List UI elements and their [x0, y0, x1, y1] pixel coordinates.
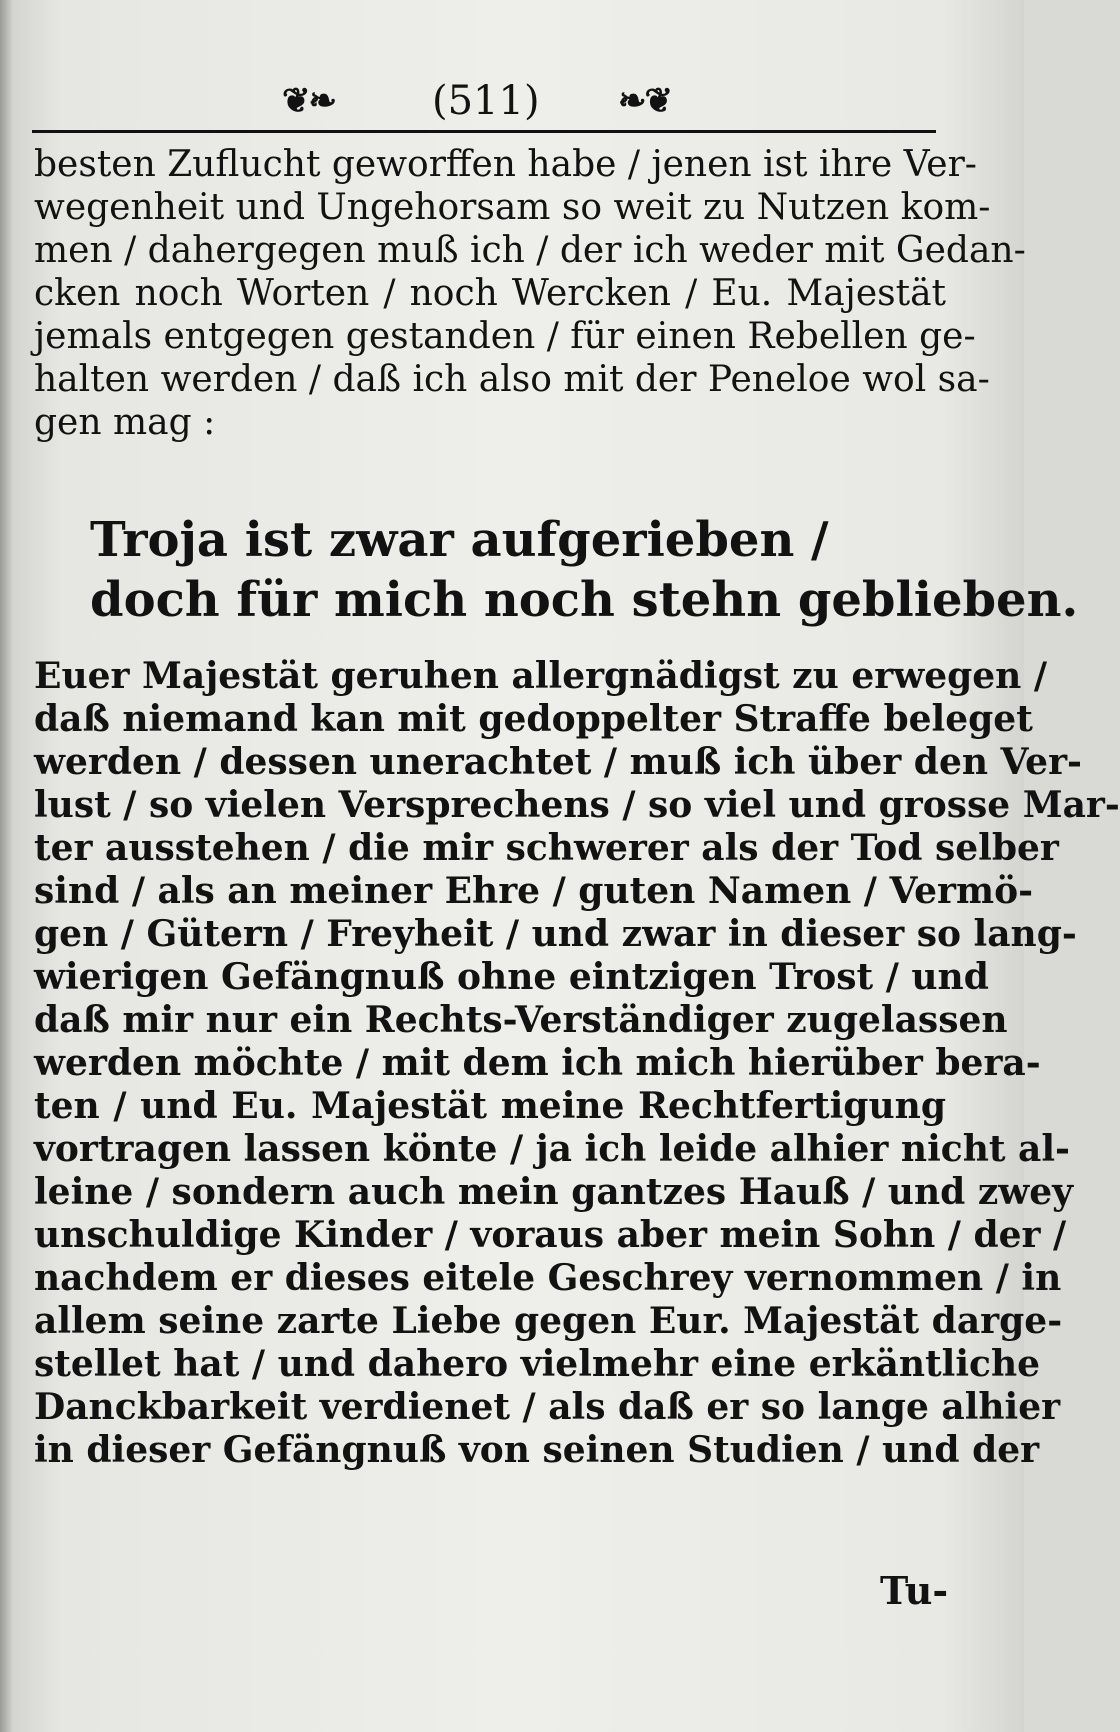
text-line: sind / als an meiner Ehre / guten Namen / Vermö- [34, 870, 1034, 912]
paragraph-2 [34, 655, 1120, 1472]
text-line: gen / Gütern / Freyheit / und zwar in dieser so lang- [34, 913, 1077, 955]
text-line: wierigen Gefängnuß ohne eintzigen Trost / und [34, 956, 989, 998]
text-line: ten / und Eu. Majestät meine Rechtfertigung [34, 1085, 946, 1127]
text-line: nachdem er dieses eitele Geschrey vernommen / in [34, 1257, 1062, 1299]
text-line: werden / dessen unerachtet / muß ich über den Ver- [34, 741, 1082, 783]
verse-line: Troja ist zwar aufgerieben / [90, 512, 829, 568]
text-line: gen mag : [34, 402, 216, 443]
text-line: ter ausstehen / die mir schwerer als der Tod selber [34, 827, 1059, 869]
header-rule [32, 130, 936, 133]
paragraph-1 [34, 143, 1026, 444]
text-line: jemals entgegen gestanden / für einen Rebellen ge- [34, 316, 976, 357]
text-line: Danckbarkeit verdienet / als daß er so lange alhier [34, 1386, 1061, 1428]
text-line: unschuldige Kinder / voraus aber mein Sohn / der / [34, 1214, 1067, 1256]
text-line: allem seine zarte Liebe gegen Eur. Majestät darge- [34, 1300, 1063, 1342]
right-ornament-icon: ❧❦ [618, 81, 671, 121]
text-line: daß mir nur ein Rechts-Verständiger zugelassen [34, 999, 1008, 1041]
catchword: Tu- [880, 1568, 949, 1613]
text-line: vortragen lassen könte / ja ich leide alhier nicht al- [34, 1128, 1070, 1170]
text-line: cken noch Worten / noch Wercken / Eu. Majestät [34, 273, 946, 314]
verse-quote [90, 510, 1079, 630]
verse-line: doch für mich noch stehn geblieben. [90, 572, 1079, 628]
text-line: stellet hat / und dahero vielmehr eine erkäntliche [34, 1343, 1041, 1385]
page-header [0, 78, 1024, 124]
text-line: werden möchte / mit dem ich mich hierüber bera- [34, 1042, 1041, 1084]
text-line: Euer Majestät geruhen allergnädigst zu erwegen / [34, 655, 1048, 697]
left-ornament-icon: ❦❧ [282, 81, 335, 121]
text-line: leine / sondern auch mein gantzes Hauß / und zwey [34, 1171, 1074, 1213]
text-line: lust / so vielen Versprechens / so viel und grosse Mar- [34, 784, 1120, 826]
text-line: daß niemand kan mit gedoppelter Straffe beleget [34, 698, 1033, 740]
text-line: men / dahergegen muß ich / der ich weder mit Gedan- [34, 230, 1026, 271]
text-line: wegenheit und Ungehorsam so weit zu Nutzen kom- [34, 187, 991, 228]
page-number: (511) [432, 78, 540, 124]
text-line: besten Zuflucht geworffen habe / jenen ist ihre Ver- [34, 144, 977, 185]
text-line: in dieser Gefängnuß von seinen Studien / und der [34, 1429, 1040, 1471]
text-line: halten werden / daß ich also mit der Peneloe wol sa- [34, 359, 990, 400]
